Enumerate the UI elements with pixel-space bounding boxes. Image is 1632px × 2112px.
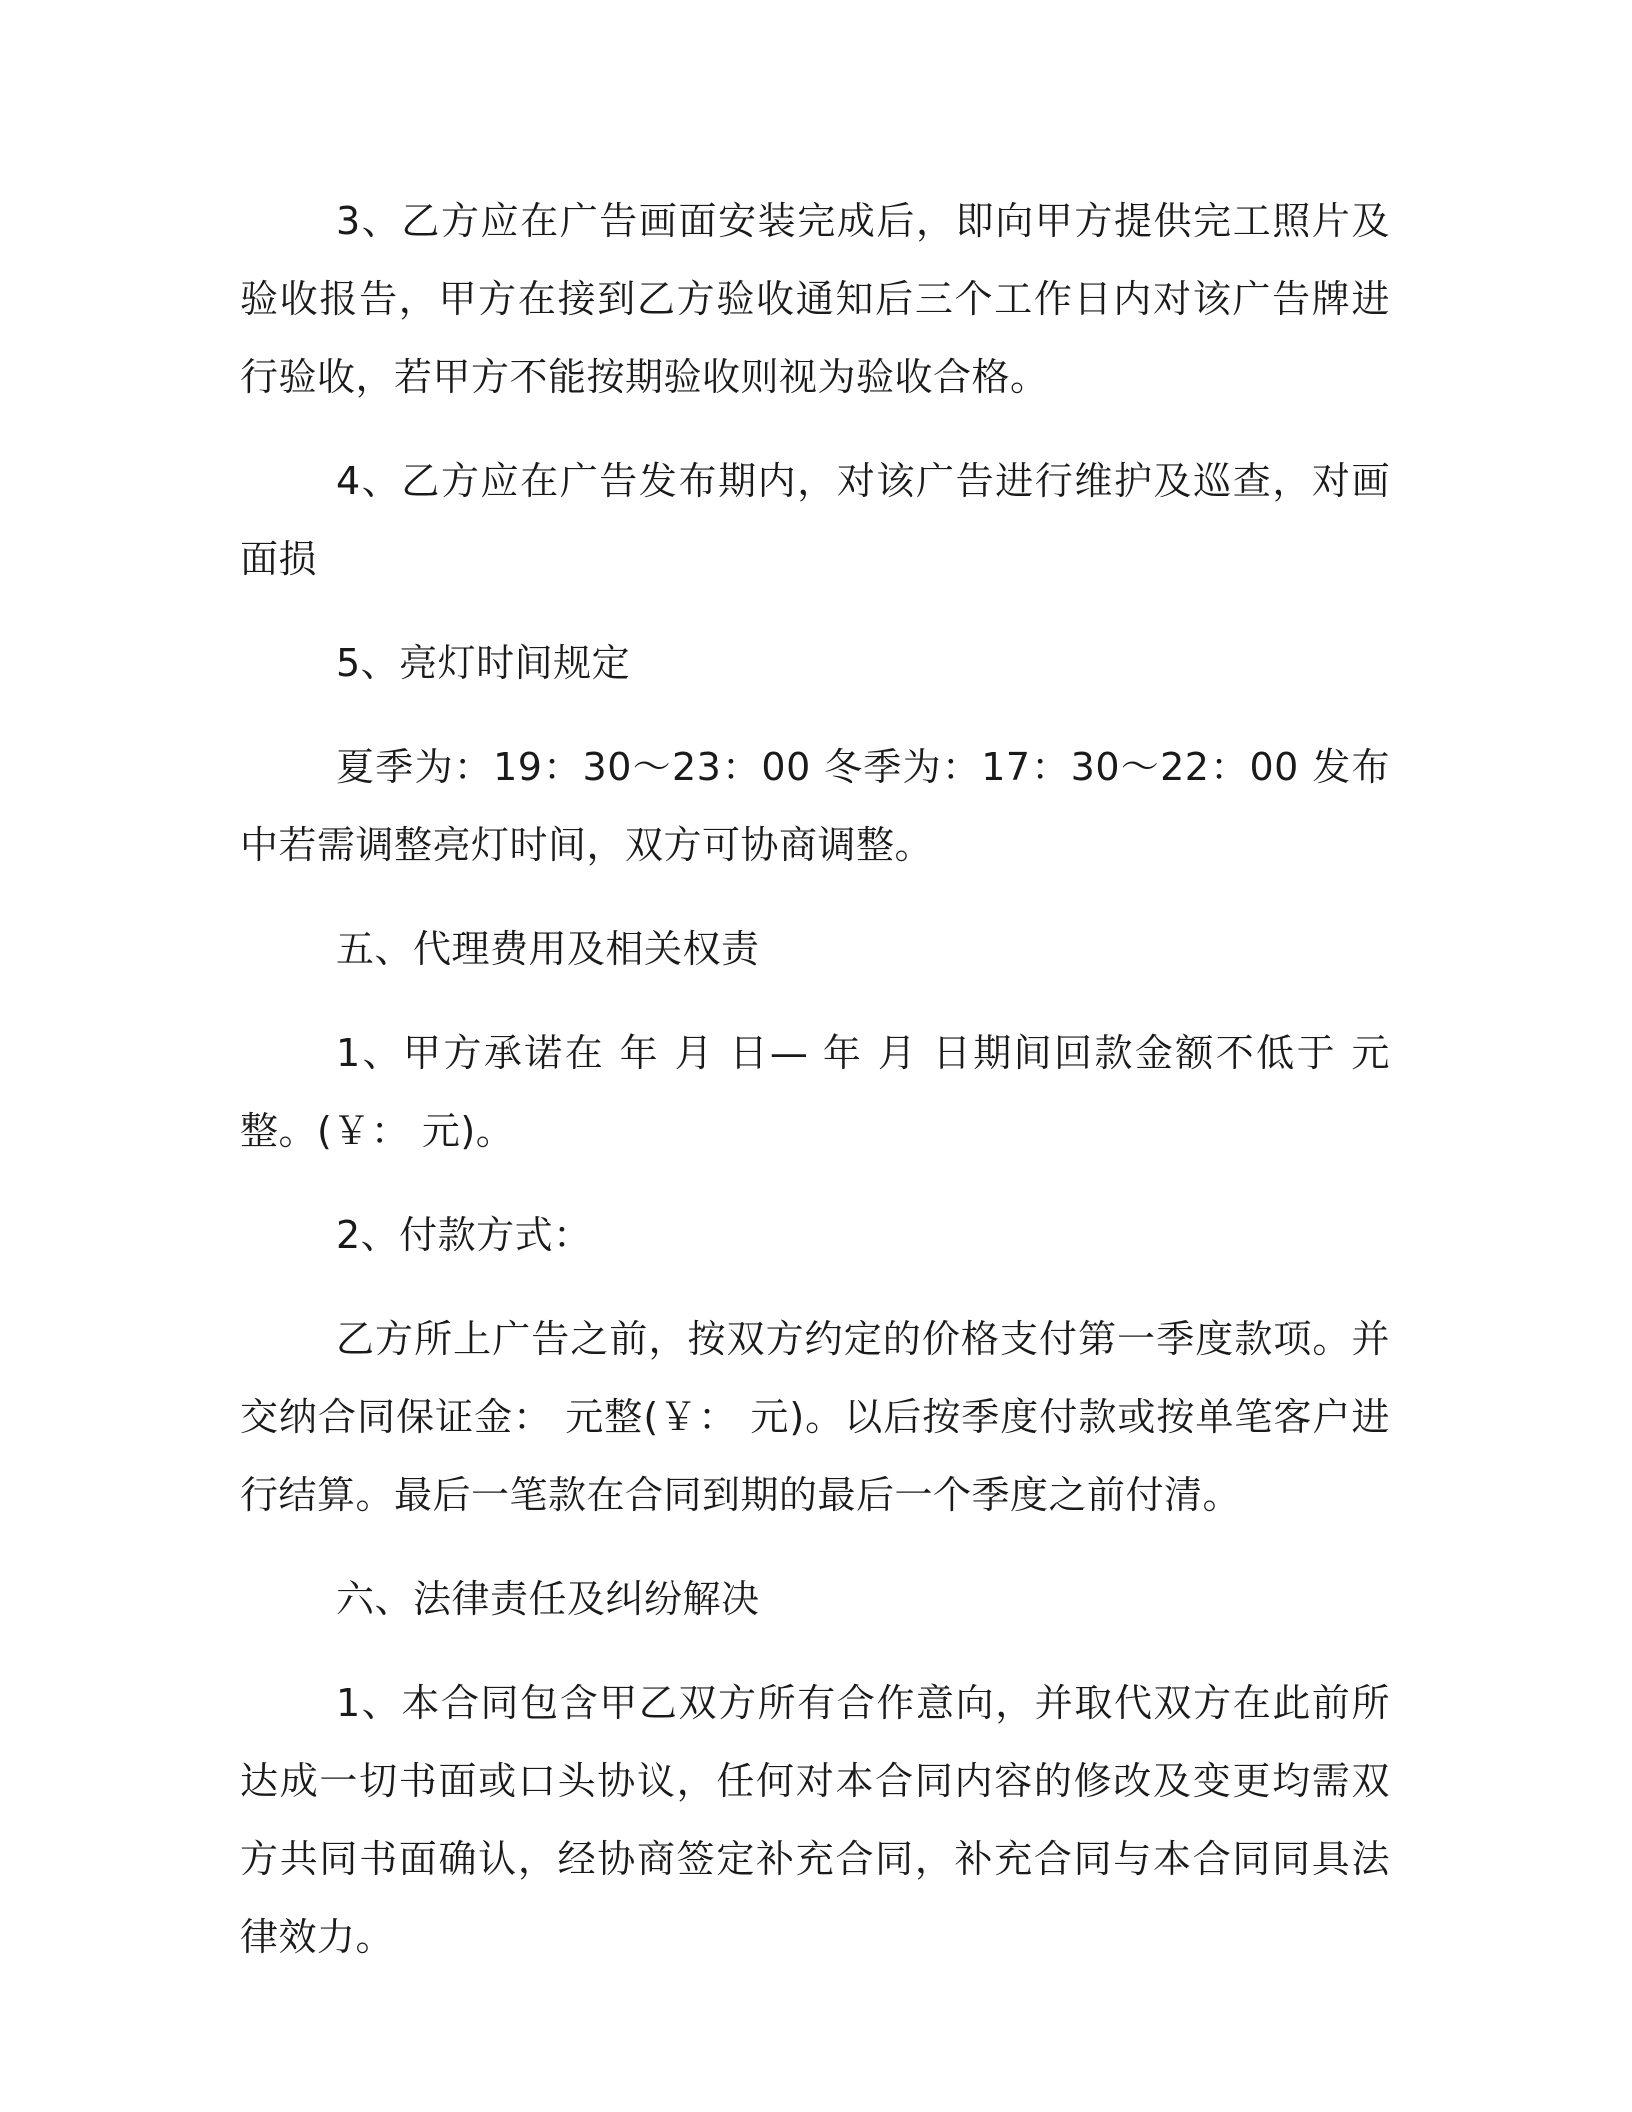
document-body — [240, 182, 1390, 2002]
section-heading-fees: 五、代理费用及相关权责 — [336, 927, 760, 971]
paragraph-payment-terms: 乙方所上广告之前，按双方约定的价格支付第一季度款项。并交纳合同保证金： 元整(￥： 元)。以后按季度付款或按单笔客户进行结算。最后一笔款在合同到期的最后一个季度之前付清。 — [240, 1317, 1390, 1517]
paragraph-lighting-heading: 5、亮灯时间规定 — [336, 641, 631, 685]
paragraph-payment-method-heading: 2、付款方式： — [336, 1213, 592, 1257]
section-heading-legal: 六、法律责任及纠纷解决 — [336, 1577, 760, 1621]
paragraph-payment-commitment: 1、甲方承诺在 年 月 日— 年 月 日期间回款金额不低于 元整。(￥： 元)。 — [240, 1031, 1390, 1153]
paragraph-lighting-times: 夏季为：19：30～23：00 冬季为：17：30～22：00 发布中若需调整亮灯时间，双方可协商调整。 — [240, 745, 1390, 867]
paragraph-acceptance: 3、乙方应在广告画面安装完成后，即向甲方提供完工照片及验收报告，甲方在接到乙方验收通知后三个工作日内对该广告牌进行验收，若甲方不能按期验收则视为验收合格。 — [240, 199, 1390, 399]
paragraph-entire-agreement: 1、本合同包含甲乙双方所有合作意向，并取代双方在此前所达成一切书面或口头协议，任何对本合同内容的修改及变更均需双方共同书面确认，经协商签定补充合同，补充合同与本合同同具法律效力。 — [240, 1681, 1390, 1959]
paragraph-maintenance: 4、乙方应在广告发布期内，对该广告进行维护及巡查，对画面损 — [240, 459, 1390, 581]
